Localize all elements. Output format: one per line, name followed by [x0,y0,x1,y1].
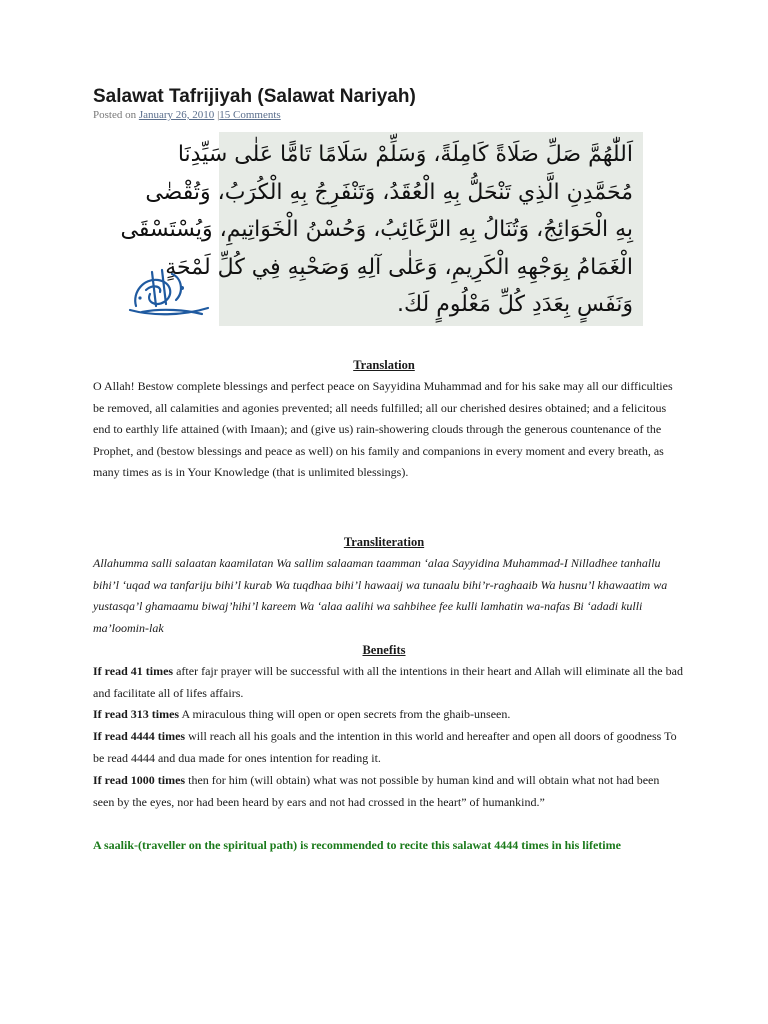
arabic-line: وَنَفَسٍ بِعَدَدِ كُلِّ مَعْلُومٍ لَكَ. [396,292,633,317]
benefit-label: If read 41 times [93,664,174,678]
transliteration-heading: Transliteration [343,535,425,549]
post-meta [93,109,281,121]
post-date-link[interactable]: January 26, 2010 [138,109,215,121]
arabic-line: مُحَمَّدِنِ الَّذِي تَنْحَلُّ بِهِ الْعُقَدُ، وَتَنْفَرِجُ بِهِ الْكُرَبُ، وَتُقْضٰى [145,179,633,205]
benefit-text: A miraculous thing will open or open secrets from the ghaib-unseen. [179,707,511,721]
benefit-item [93,704,683,726]
meta-separator: | [217,109,220,121]
comments-link[interactable]: 15 Comments [219,109,281,121]
arabic-salawat-image [120,132,643,326]
translation-heading: Translation [353,358,415,372]
benefit-item [93,726,683,769]
translation-text: O Allah! Bestow complete blessings and perfect peace on Sayyidina Muhammad and for his sake may all our difficulties be removed, all calamities and agonies prevented; all needs fulfilled; all our cherished desires obtained; and a felicitous end to earthly life attained (with Imaan); and (give us) rain-showering clouds through the generous countenance of the Prophet, and (bestow blessings and peace as well) on his family and companions in every moment and every breath, as many times as is in Your Knowledge (that is unlimited blessings). [93,379,673,479]
benefit-label: If read 1000 times [93,773,186,787]
posted-label: Posted on [93,109,137,121]
arabic-line: بِهِ الْحَوَائِجُ، وَتُنَالُ بِهِ الرَّغَائِبُ، وَحُسْنُ الْخَوَاتِيمِ، وَيُسْتَسْقَى [120,217,633,242]
benefit-text: will reach all his goals and the intention in this world and hereafter and open all doors of goodness To be read 4444 and dua made for ones intention for reading it. [93,729,677,765]
saalik-note: A saalik-(traveller on the spiritual path) is recommended to recite this salawat 4444 times in his lifetime [93,838,621,852]
benefits-heading: Benefits [362,643,406,657]
arabic-line: اَللّٰهُمَّ صَلِّ صَلَاةً كَامِلَةً، وَسَلِّمْ سَلَامًا تَامًّا عَلٰى سَيِّدِنَا [177,142,633,167]
benefit-label: If read 4444 times [93,729,186,743]
benefit-text: after fajr prayer will be successful with all the intentions in their heart and Allah will eliminate all the bad and facilitate all of lifes affairs. [93,664,683,700]
benefit-text: then for him (will obtain) what was not possible by human kind and will obtain what not had been seen by the eyes, nor had been heard by ears and not had crossed in the heart” of humankind.” [93,773,660,809]
benefit-item [93,661,683,704]
transliteration-text: Allahumma salli salaatan kaamilatan Wa sallim salaaman taamman ‘alaa Sayyidina Muhammad-I Nilladhee tanhallu bihi’l ‘uqad wa tanfariju bihi’l kurab Wa tuqdhaa bihi’l hawaaij wa tunaalu bihi’r-raghaaib Wa husnu’l khawaatim wa yustasqa’l ghamaamu biwaj’hihi’l kareem Wa ‘alaa aalihi wa sahbihee fee kulli lamhatin wa-nafas Bi ‘adadi kulli ma’loomin-lak [93,556,668,635]
benefit-item [93,770,683,813]
benefit-label: If read 313 times [93,707,180,721]
page-title: Salawat Tafrijiyah (Salawat Nariyah) [93,86,416,107]
arabic-line: الْغَمَامُ بِوَجْهِهِ الْكَرِيمِ، وَعَلٰى آلِهِ وَصَحْبِهِ فِي كُلِّ لَمْحَةٍ [165,254,633,280]
